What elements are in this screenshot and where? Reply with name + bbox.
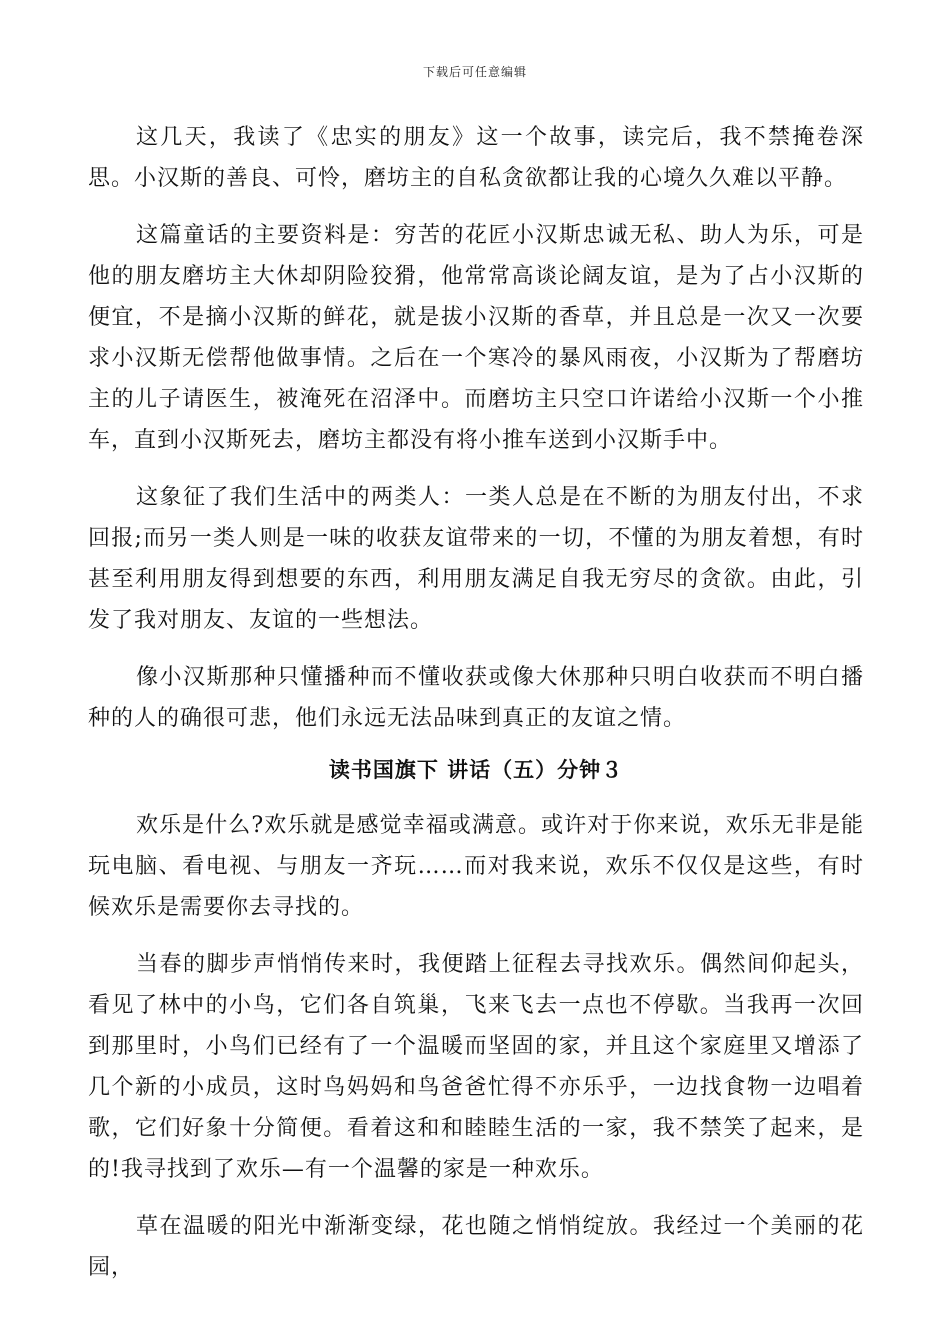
paragraph: 草在温暖的阳光中渐渐变绿，花也随之悄悄绽放。我经过一个美丽的花园， [88,1214,864,1280]
page-header: 下载后可任意编辑 [422,65,527,79]
paragraph: 这象征了我们生活中的两类人：一类人总是在不断的为朋友付出，不求回报;而另一类人则是一味的收获友谊带来的一切，不懂的为朋友着想，有时甚至利用朋友得到想要的东西，利用朋友满足自我无穷尽的贪欲。由此，引发了我对朋友、友谊的一些想法。 [88,485,864,633]
paragraph: 这篇童话的主要资料是：穷苦的花匠小汉斯忠诚无私、助人为乐，可是他的朋友磨坊主大休却阴险狡猾，他常常高谈论阔友谊，是为了占小汉斯的便宜，不是摘小汉斯的鲜花，就是拔小汉斯的香草，并且总是一次又一次要求小汉斯无偿帮他做事情。之后在一个寒冷的暴风雨夜，小汉斯为了帮磨坊主的儿子请医生，被淹死在沼泽中。而磨坊主只空口许诺给小汉斯一个小推车，直到小汉斯死去，磨坊主都没有将小推车送到小汉斯手中。 [88,223,864,453]
paragraph: 当春的脚步声悄悄传来时，我便踏上征程去寻找欢乐。偶然间仰起头，看见了林中的小鸟，它们各自筑巢，飞来飞去一点也不停歇。当我再一次回到那里时，小鸟们已经有了一个温暖而坚固的家，并且这个家庭里又增添了几个新的小成员，这时鸟妈妈和鸟爸爸忙得不亦乐乎，一边找食物一边唱着歌，它们好象十分简便。看着这和和睦睦生活的一家，我不禁笑了起来，是的!我寻找到了欢乐—有一个温馨的家是一种欢乐。 [88,952,864,1182]
section-heading: 读书国旗下 讲话（五）分钟３ [328,757,624,782]
paragraph: 像小汉斯那种只懂播种而不懂收获或像大休那种只明白收获而不明白播种的人的确很可悲，他们永远无法品味到真正的友谊之情。 [88,665,864,731]
paragraph: 这几天，我读了《忠实的朋友》这一个故事，读完后，我不禁掩卷深思。小汉斯的善良、可怜，磨坊主的自私贪欲都让我的心境久久难以平静。 [88,125,864,191]
paragraph: 欢乐是什么?欢乐就是感觉幸福或满意。或许对于你来说，欢乐无非是能玩电脑、看电视、与朋友一齐玩……而对我来说，欢乐不仅仅是这些，有时候欢乐是需要你去寻找的。 [88,813,864,920]
document-body [88,117,864,1304]
